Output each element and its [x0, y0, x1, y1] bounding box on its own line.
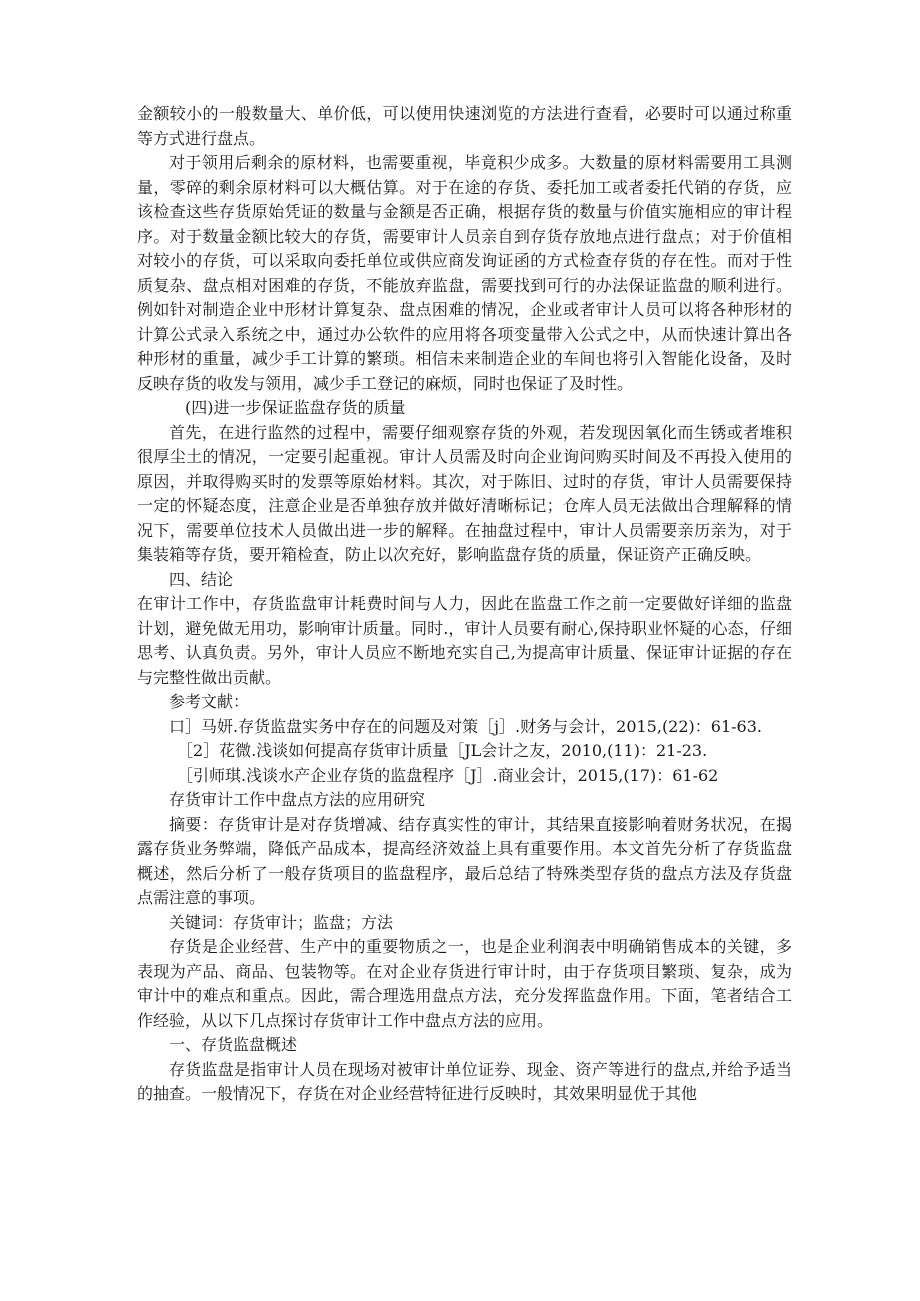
paragraph-conclusion: 在审计工作中，存货监盘审计耗费时间与人力，因此在监盘工作之前一定要做好详细的监盘计划，避免做无用功，影响审计质量。同时.，审计人员要有耐心,保持职业怀疑的心态，仔细思考、认真负责。另外，审计人员应不断地充实自己,为提高审计质量、保证审计证据的存在与完整性做出贡献。	[137, 594, 792, 687]
reference-item: 口］马妍.存货监盘实务中存在的问题及对策［j］.财务与会计，2015,(22)：61-63.	[169, 716, 762, 736]
paragraph-quality: 首先，在进行监然的过程中，需要仔细观察存货的外观，若发现因氧化而生锈或者堆积很厚尘土的情况，一定要引起重视。审计人员需及时向企业询问购买时间及不再投入使用的原因，并取得购买时的发票等原始材料。其次，对于陈旧、过时的存货，审计人员需要保持一定的怀疑态度，注意企业是否单独存放并做好清晰标记；仓库人员无法做出合理解释的情况下，需要单位技术人员做出进一步的解释。在抽盘过程中，审计人员需要亲历亲为，对于集装箱等存货，要开箱检查，防止以次充好，影响监盘存货的质量，保证资产正确反映。	[137, 422, 792, 564]
section-heading-quality: (四)进一步保证监盘存货的质量	[185, 398, 406, 417]
reference-item: ［引师琪.浅谈水产企业存货的监盘程序［J］.商业会计，2015,(17)：61-62	[177, 765, 719, 785]
document-page	[137, 102, 792, 1107]
paragraph-continuation: 金额较小的一般数量大、单价低，可以使用快速浏览的方法进行查看，必要时可以通过称重等方式进行盘点。	[137, 104, 792, 148]
article-title: 存货审计工作中盘点方法的应用研究	[169, 790, 426, 809]
section-heading-conclusion: 四、结论	[169, 569, 234, 589]
keywords-line: 关键词：存货审计；监盘；方法	[169, 912, 394, 932]
paragraph-raw-materials: 对于领用后剩余的原材料，也需要重视，毕竟积少成多。大数量的原材料需要用工具测量，零碎的剩余原材料可以大概估算。对于在途的存货、委托加工或者委托代销的存货，应该检查这些存货原始凭证的数量与金额是否正确，根据存货的数量与价值实施相应的审计程序。对于数量金额比较大的存货，需要审计人员亲自到存货存放地点进行盘点；对于价值相对较小的存货，可以采取向委托单位或供应商发询证函的方式检查存货的存在性。而对于性质复杂、盘点相对困难的存货，不能放弃监盘，需要找到可行的办法保证监盘的顺利进行。例如针对制造企业中形材计算复杂、盘点困难的情况，企业或者审计人员可以将各种形材的计算公式录入系统之中，通过办公软件的应用将各项变量带入公式之中，从而快速计算出各种形材的重量，减少手工计算的繁琐。相信未来制造企业的车间也将引入智能化设备，及时反映存货的收发与领用，减少手工登记的麻烦，同时也保证了及时性。	[137, 153, 792, 393]
abstract-paragraph: 摘要：存货审计是对存货增减、结存真实性的审计，其结果直接影响着财务状况，在揭露存货业务弊端，降低产品成本，提高经济效益上具有重要作用。本文首先分析了存货监盘概述，然后分析了一般存货项目的监盘程序，最后总结了特殊类型存货的盘点方法及存货盘点需注意的事项。	[137, 814, 792, 907]
reference-item: ［2］花微.浅谈如何提高存货审计质量［JL会计之友，2010,(11)：21-23.	[177, 741, 708, 760]
references-heading: 参考文献：	[169, 692, 250, 711]
paragraph-introduction: 存货是企业经营、生产中的重要物质之一，也是企业利润表中明确销售成本的关键，多表现为产品、商品、包装物等。在对企业存货进行审计时，由于存货项目繁琐、复杂，成为审计中的难点和重点。因此，需合理选用盘点方法，充分发挥监盘作用。下面，笔者结合工作经验，从以下几点探讨存货审计工作中盘点方法的应用。	[137, 937, 792, 1030]
section-heading-overview: 一、存货监盘概述	[169, 1035, 298, 1054]
paragraph-overview: 存货监盘是指审计人员在现场对被审计单位证券、现金、资产等进行的盘点,并给予适当的抽查。一般情况下，存货在对企业经营特征进行反映时，其效果明显优于其他	[137, 1059, 792, 1103]
